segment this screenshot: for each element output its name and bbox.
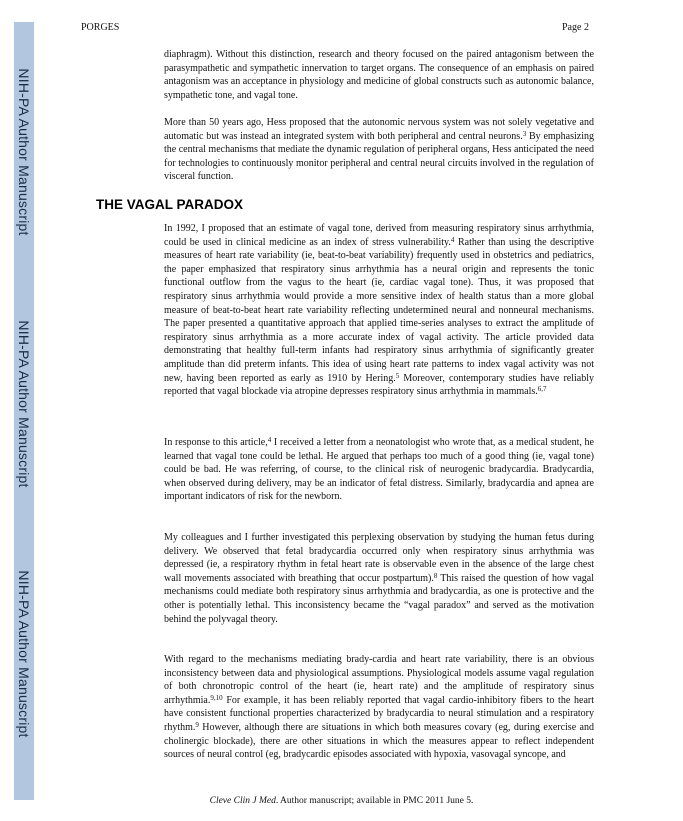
paragraph-text: Moreover, contemporary studies have reliably reported that vagal blockade via atropine depresses respiratory sinus arrhythmia in mammals. (164, 372, 594, 398)
body-paragraph (164, 531, 594, 626)
paragraph-text: With regard to the mechanisms mediating brady-cardia and heart rate variability, there is an obvious inconsistency between data and physiological assumptions. Physiological models assume vagal regulation of both chronotropic control of the heart (ie, heart rate) and the amplitude of respiratory sinus arrhythmia. (164, 654, 594, 706)
section-heading: THE VAGAL PARADOX (96, 197, 244, 212)
paragraph-text: This raised the question of how vagal mechanisms could mediate both respiratory sinus arrhythmia and bradycardia, as one is protective and the other is potentially lethal. This inconsistency became the “vagal paradox” and served as the motivation behind the polyvagal theory. (164, 572, 594, 625)
paragraph-text: In response to this article, (164, 437, 268, 448)
paragraph-text: Rather than using the descriptive measures of heart rate variability (ie, beat-to-beat variability) frequently used in obstetrics and pediatrics, the paper emphasized that respiratory sinus arrhythmia has a neural origin and represents the tonic functional outflow from the vagus to the heart (ie, cardiac vagal tone). Thus, it was proposed that respiratory sinus arrhythmia would provide a more sensitive index of health status than a more global measure of beat-to-beat heart rate variability reflecting undetermined neural and nonneural mechanisms. The paper presented a quantitative approach that applied time-series analyses to extract the amplitude of respiratory sinus arrhythmia as a more accurate index of vagal activity. The article provided data demonstrating that healthy full-term infants had respiratory sinus arrhythmia of significantly greater amplitude than did preterm infants. This idea of using heart rate patterns to index vagal activity was not new, having been reported as early as 1910 by Hering. (164, 236, 594, 384)
body-paragraph (164, 653, 594, 762)
body-paragraph (164, 222, 594, 399)
body-paragraph (164, 436, 594, 504)
citation-superscript: 9,10 (210, 693, 223, 702)
paragraph-text: However, although there are situations in which both measures covary (eg, during exercise and cholinergic blockade), there are other situations in which the measures appear to reflect independent sources of neural control (eg, bradycardic episodes associated with hypoxia, vasovagal syncope, and (164, 721, 594, 761)
paragraph-text: For example, it has been reliably reported that vagal cardio-inhibitory fibers to the heart have consistent functional properties characterized by bradycardia to neural stimulation and a respiratory rhythm. (164, 694, 594, 733)
running-head-page: Page 2 (562, 22, 589, 33)
citation-superscript: 5 (395, 371, 400, 380)
running-head-author: PORGES (81, 22, 120, 33)
citation-superscript: 4 (267, 436, 272, 444)
citation-superscript: 9 (195, 720, 199, 729)
body-paragraph (164, 116, 594, 184)
page-footer (0, 796, 683, 806)
citation-superscript: 4 (450, 235, 455, 244)
paragraph-text: By emphasizing the central mechanisms that mediate the dynamic regulation of peripheral organs, Hess anticipated the need for technologies to continuously monitor peripheral and central neural circuits involved in the regulation of visceral function. (164, 130, 595, 183)
citation-superscript: 3 (522, 129, 527, 138)
paragraph-text: I received a letter from a neonatologist who wrote that, as a medical student, he learned that vagal tone could be lethal. He argued that perhaps too much of a good thing (ie, vagal tone) could be bad. He was referring, of course, to the clinical risk of neurogenic bradycardia. Bradycardia, when observed during delivery, may be an indicator of fetal distress. Similarly, bradycardia and apnea are important indicators of risk for the newborn. (164, 437, 594, 503)
paragraph-text: My colleagues and I further investigated this perplexing observation by studying the human fetus during delivery. We observed that fetal bradycardia occurred only when respiratory sinus arrhythmia was depressed (ie, a respiratory rhythm in fetal heart rate is observable even in the absence of the large chest wall movements associated with breathing that occur postpartum). (164, 532, 594, 584)
paragraph-text: In 1992, I proposed that an estimate of vagal tone, derived from measuring respiratory sinus arrhythmia, could be used in clinical medicine as an index of stress vulnerability. (164, 223, 594, 248)
paragraph-text: diaphragm). Without this distinction, research and theory focused on the paired antagonism between the parasympathetic and sympathetic innervation to target organs. The consequence of an emphasis on paired antagonism was an acceptance in physiology and medicine of global constructs such as autonomic balance, sympathetic tone, and vagal tone. (164, 49, 594, 101)
citation-superscript: 6,7 (537, 385, 547, 394)
paragraph-text: More than 50 years ago, Hess proposed that the autonomic nervous system was not solely vegetative and automatic but was instead an integrated system with both peripheral and central neurons. (164, 117, 594, 142)
footer-text: . Author manuscript; available in PMC 2011 June 5. (275, 796, 474, 806)
footer-journal: Cleve Clin J Med (209, 796, 276, 806)
body-paragraph (164, 48, 594, 102)
citation-superscript: 8 (433, 571, 438, 580)
